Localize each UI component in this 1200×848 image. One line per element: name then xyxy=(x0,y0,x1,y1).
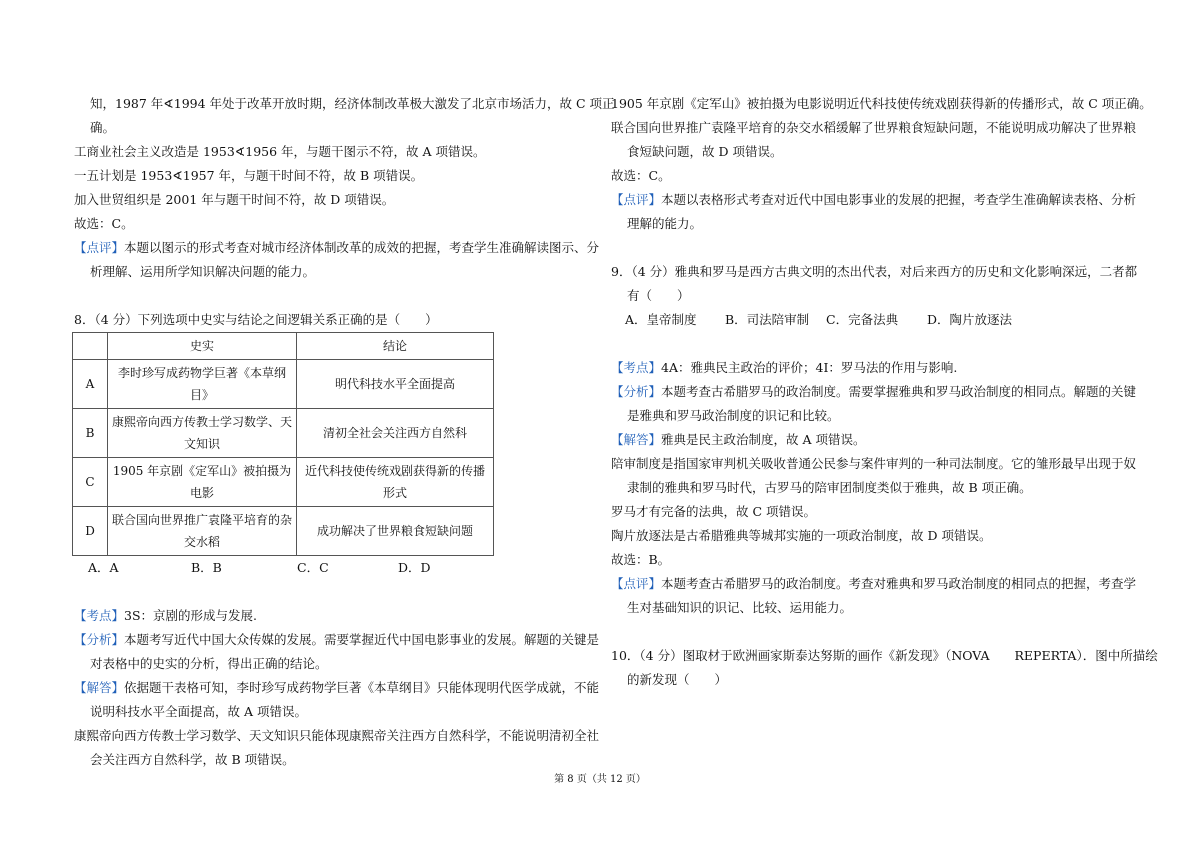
q8-knowledge-point xyxy=(74,604,542,628)
q8-option-c-explanation: 1905 年京剧《定军山》被拍摄为电影说明近代科技使传统戏剧获得新的传播形式，故 C 项正确。 xyxy=(611,96,1152,111)
q8-row-option: D xyxy=(73,507,108,556)
q7-option-a-explanation: 工商业社会主义改造是 1953∢1956 年，与题干图示不符，故 A 项错误。 xyxy=(74,144,486,159)
q8-header-option xyxy=(73,333,108,360)
q9-option-c: C．完备法典 xyxy=(826,312,899,327)
q7-comment-text: 本题以图示的形式考查对城市经济体制改革的成效的把握，考查学生准确解读图示、分 xyxy=(124,240,600,255)
q8-option-b: B．B xyxy=(191,560,222,575)
q9-stem: 9．（4 分）雅典和罗马是西方古典文明的杰出代表，对后来西方的历史和文化影响深远，二者都 xyxy=(611,264,1138,279)
q8-option-d-explanation: 联合国向世界推广袁隆平培育的杂交水稻缓解了世界粮食短缺问题，不能说明成功解决了世界粮 xyxy=(611,120,1137,135)
q8-table xyxy=(72,332,494,556)
q7-option-b-explanation: 一五计划是 1953∢1957 年，与题干时间不符，故 B 项错误。 xyxy=(74,168,424,183)
q7-answer-choice: 故选：C。 xyxy=(74,216,134,231)
q8-row-fact: 联合国向世界推广袁隆平培育的杂交水稻 xyxy=(108,507,297,556)
q9-solution xyxy=(611,428,1131,452)
q8-row-conclusion: 明代科技水平全面提高 xyxy=(297,360,494,409)
q9-solution-text: 雅典是民主政治制度，故 A 项错误。 xyxy=(661,432,866,447)
q8-knowledge-text: 3S：京剧的形成与发展. xyxy=(124,608,258,623)
q8-option-b-explanation: 康熙帝向西方传教士学习数学、天文知识只能体现康熙帝关注西方自然科学，不能说明清初全社 xyxy=(74,728,600,743)
q9-comment-line-2: 生对基础知识的识记、比较、运用能力。 xyxy=(627,600,853,615)
q10-stem-line-2: 的新发现（ ） xyxy=(627,672,728,687)
solution-tag: 【解答】 xyxy=(74,680,125,695)
q8-header-fact: 史实 xyxy=(108,333,297,360)
q8-solution xyxy=(74,676,600,700)
q10-stem: 10．（4 分）图取材于欧洲画家斯泰达努斯的画作《新发现》（NOVA REPERTA）．图中所描绘 xyxy=(611,648,1158,663)
table-row xyxy=(73,360,494,409)
q8-options xyxy=(74,556,542,580)
q9-knowledge-point xyxy=(611,356,1131,380)
q8-comment xyxy=(611,188,1137,212)
q7-answer-line-1: 知，1987 年∢1994 年处于改革开放时期，经济体制改革极大激发了北京市场活力，故 C 项正 xyxy=(90,96,615,111)
knowledge-tag: 【考点】 xyxy=(611,360,662,375)
q9-knowledge-text: 4A：雅典民主政治的评价；4I：罗马法的作用与影响. xyxy=(661,360,958,375)
q8-row-conclusion: 清初全社会关注西方自然科 xyxy=(297,409,494,458)
solution-tag: 【解答】 xyxy=(611,432,662,447)
q9-option-b-explanation-line-2: 隶制的雅典和罗马时代，古罗马的陪审团制度类似于雅典，故 B 项正确。 xyxy=(627,480,1032,495)
q8-row-conclusion: 近代科技使传统戏剧获得新的传播形式 xyxy=(297,458,494,507)
analysis-tag: 【分析】 xyxy=(611,384,662,399)
q8-analysis-line-2: 对表格中的史实的分析，得出正确的结论。 xyxy=(90,656,328,671)
analysis-tag: 【分析】 xyxy=(74,632,125,647)
q8-option-b-explanation-line-2: 会关注西方自然科学，故 B 项错误。 xyxy=(90,752,295,767)
q9-comment xyxy=(611,572,1137,596)
left-column xyxy=(74,92,615,772)
q9-option-b: B．司法陪审制 xyxy=(725,312,810,327)
q8-solution-text: 依据题干表格可知，李时珍写成药物学巨著《本草纲目》只能体现明代医学成就，不能 xyxy=(124,680,600,695)
q9-stem-line-2: 有（ ） xyxy=(627,288,690,303)
q9-option-a: A．皇帝制度 xyxy=(625,312,697,327)
q8-option-c: C．C xyxy=(297,560,329,575)
q8-option-a: A．A xyxy=(88,560,119,575)
q9-option-b-explanation: 陪审制度是指国家审判机关吸收普通公民参与案件审判的一种司法制度。它的雏形最早出现于奴 xyxy=(611,456,1137,471)
q8-row-conclusion: 成功解决了世界粮食短缺问题 xyxy=(297,507,494,556)
knowledge-tag: 【考点】 xyxy=(74,608,125,623)
q9-comment-text: 本题考查古希腊罗马的政治制度。考查对雅典和罗马政治制度的相同点的把握，考查学 xyxy=(661,576,1137,591)
q8-option-d-explanation-line-2: 食短缺问题，故 D 项错误。 xyxy=(627,144,783,159)
q9-option-d-explanation: 陶片放逐法是古希腊雅典等城邦实施的一项政治制度，故 D 项错误。 xyxy=(611,528,992,543)
q8-row-option: B xyxy=(73,409,108,458)
q8-stem: 8．（4 分）下列选项中史实与结论之间逻辑关系正确的是（ ） xyxy=(74,312,438,327)
q8-analysis xyxy=(74,628,600,652)
table-row xyxy=(73,507,494,556)
q8-row-fact: 李时珍写成药物学巨著《本草纲目》 xyxy=(108,360,297,409)
q8-row-option: A xyxy=(73,360,108,409)
q9-option-d: D．陶片放逐法 xyxy=(927,312,1013,327)
q9-analysis xyxy=(611,380,1137,404)
q8-analysis-text: 本题考写近代中国大众传媒的发展。需要掌握近代中国电影事业的发展。解题的关键是 xyxy=(124,632,600,647)
q9-analysis-text: 本题考查古希腊罗马的政治制度。需要掌握雅典和罗马政治制度的相同点。解题的关键 xyxy=(661,384,1137,399)
q8-row-option: C xyxy=(73,458,108,507)
q9-answer-choice: 故选：B。 xyxy=(611,552,671,567)
q9-option-c-explanation: 罗马才有完备的法典，故 C 项错误。 xyxy=(611,504,817,519)
q8-comment-line-2: 理解的能力。 xyxy=(627,216,703,231)
q8-table-header xyxy=(73,333,494,360)
q8-solution-line-2: 说明科技水平全面提高，故 A 项错误。 xyxy=(90,704,307,719)
q8-row-fact: 1905 年京剧《定军山》被拍摄为电影 xyxy=(108,458,297,507)
q8-option-d: D．D xyxy=(398,560,431,575)
comment-tag: 【点评】 xyxy=(611,192,662,207)
table-row xyxy=(73,458,494,507)
q9-options xyxy=(611,308,1131,332)
q7-answer-line-2: 确。 xyxy=(90,120,116,135)
q8-answer-choice: 故选：C。 xyxy=(611,168,671,183)
q7-comment xyxy=(74,236,600,260)
comment-tag: 【点评】 xyxy=(74,240,125,255)
right-column xyxy=(611,92,1158,692)
q7-option-d-explanation: 加入世贸组织是 2001 年与题干时间不符，故 D 项错误。 xyxy=(74,192,395,207)
q9-analysis-line-2: 是雅典和罗马政治制度的识记和比较。 xyxy=(627,408,840,423)
table-row xyxy=(73,409,494,458)
q7-comment-line-2: 析理解、运用所学知识解决问题的能力。 xyxy=(90,264,316,279)
q8-header-conclusion: 结论 xyxy=(297,333,494,360)
q8-comment-text: 本题以表格形式考查对近代中国电影事业的发展的把握，考查学生准确解读表格、分析 xyxy=(661,192,1137,207)
page-number-footer: 第 8 页（共 12 页） xyxy=(554,774,646,785)
comment-tag: 【点评】 xyxy=(611,576,662,591)
q8-row-fact: 康熙帝向西方传教士学习数学、天文知识 xyxy=(108,409,297,458)
